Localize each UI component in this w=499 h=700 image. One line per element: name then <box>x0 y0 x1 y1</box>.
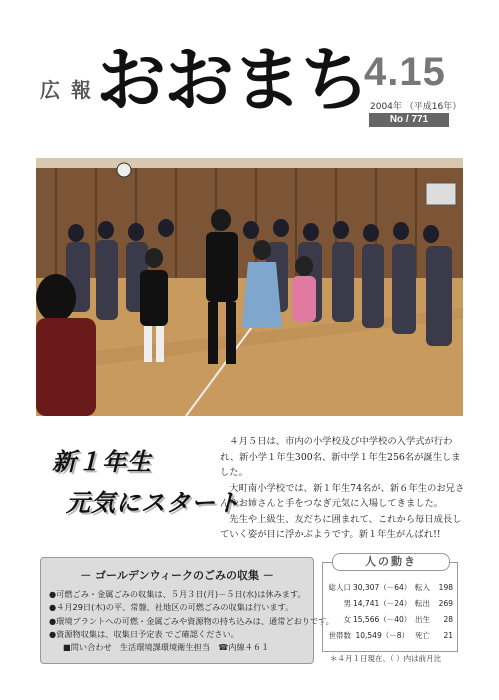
population-value2: 28 <box>443 615 453 624</box>
headline-line-2: 元気にスタート <box>66 489 241 517</box>
population-label: 女 <box>343 615 351 624</box>
population-note: ＊４月１日現在、（ ）内は前月比 <box>330 654 442 663</box>
population-label2: 出生 <box>415 615 430 624</box>
garbage-notice-item: ●資源物収集は、収集日予定表 でご確認ください。 <box>49 628 239 639</box>
population-table <box>322 562 458 652</box>
article-paragraph: ４月５日は、市内の小学校及び中学校の入学式が行われ、新小学１年生300名、新中学１年生256名が誕生しました。 <box>220 436 461 478</box>
garbage-notice-item: ●環境プラントへの可燃・金属ごみや資源物の持ち込みは、通常どおりです。 <box>49 615 334 626</box>
population-box <box>322 553 458 664</box>
population-value: 15,566（－40） <box>353 615 412 624</box>
masthead-title: おおまち <box>96 38 368 121</box>
population-value2: 21 <box>443 631 453 640</box>
population-label2: 転出 <box>415 599 430 608</box>
population-label: 世帯数 <box>328 631 351 640</box>
population-title: 人の動き <box>332 553 450 571</box>
garbage-notice-item: ●４月29日(木)の平、常盤、社地区の可燃ごみの収集は行います。 <box>49 602 294 613</box>
headline-line-1: 新１年生 <box>52 448 152 476</box>
ceremony-photo <box>36 158 463 416</box>
population-label: 男 <box>343 599 351 608</box>
population-row <box>323 581 457 595</box>
population-label: 総人口 <box>328 583 351 592</box>
population-label2: 死亡 <box>415 631 430 640</box>
issue-date: 4.15 <box>364 50 446 94</box>
population-value2: 269 <box>438 599 453 608</box>
population-value: 14,741（－24） <box>353 599 412 608</box>
article-body <box>220 434 468 543</box>
population-row <box>323 629 457 643</box>
population-value: 10,549（－8） <box>355 631 409 640</box>
issue-number: No / 771 <box>369 113 449 127</box>
garbage-notice-list <box>49 588 334 654</box>
population-row <box>323 613 457 627</box>
article-headline <box>52 442 241 518</box>
article-paragraph: 大町南小学校では、新１年生74名が、新６年生のお兄さんやお姉さんと手をつなぎ元気に入場してきました。 <box>220 482 465 509</box>
garbage-notice-item: ●可燃ごみ・金属ごみの収集は、５月３日(月)－５日(水)は休みます。 <box>49 589 306 599</box>
issue-year: 2004年 （平成16年） <box>370 102 462 112</box>
population-value: 30,307（－64） <box>353 583 412 592</box>
garbage-notice-contact: ■問い合わせ 生活環境課環境衛生担当 ☎内線４６１ <box>63 642 270 653</box>
population-value2: 198 <box>438 583 453 592</box>
article-paragraph: 先生や上級生、友だちに囲まれて、これから毎日成長していく姿が目に浮かぶようです。新１年生がんばれ!! <box>220 513 462 540</box>
garbage-notice-title: － ゴールデンウィークのごみの収集 － <box>80 569 274 582</box>
population-label2: 転入 <box>415 583 430 592</box>
garbage-notice-box <box>40 557 334 664</box>
masthead-label: 広 報 <box>40 78 93 102</box>
population-row <box>323 597 457 611</box>
